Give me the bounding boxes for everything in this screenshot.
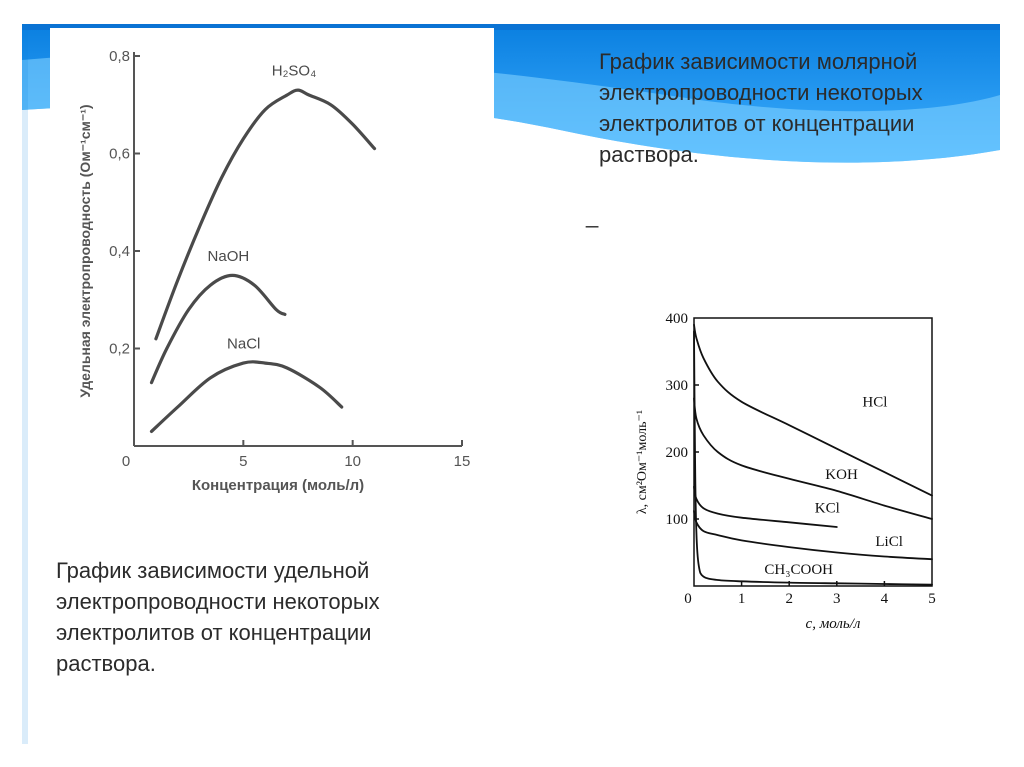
x-axis-label: c, моль/л	[805, 616, 861, 632]
y-tick-label: 300	[665, 378, 688, 394]
series-label: CH₃COOH	[764, 561, 834, 578]
series-label: HCl	[862, 394, 888, 411]
x-tick-label: 15	[453, 453, 471, 470]
y-axis-label: Удельная электропроводность (Ом⁻¹см⁻¹)	[77, 104, 93, 398]
y-tick-label: 0,2	[109, 340, 130, 358]
series-line	[694, 325, 932, 496]
y-axis-label: λ, см²Ом⁻¹моль⁻¹	[635, 409, 650, 515]
chart-molar-conductivity	[620, 290, 950, 650]
x-tick-label: 5	[239, 453, 248, 470]
x-tick-label: 5	[928, 591, 936, 607]
x-axis-label: Концентрация (моль/л)	[191, 477, 365, 494]
stray-mark: _	[586, 203, 599, 228]
x-tick-label: 2	[785, 591, 793, 607]
x-tick-label: 3	[833, 591, 841, 607]
chart-title-molar: График зависимости молярной электропроводности некоторых электролитов от концентрации раствора.	[599, 49, 923, 167]
x-tick-label: 1	[737, 591, 746, 607]
series-line	[152, 275, 285, 382]
chart-title-specific: График зависимости удельной электропроводности некоторых электролитов от концентрации раствора.	[56, 558, 380, 676]
series-label: H₂SO₄	[271, 62, 317, 80]
x-tick-label: 10	[344, 453, 362, 470]
series-label: NaCl	[227, 335, 261, 353]
chart2-svg	[620, 290, 950, 650]
chart1-svg	[50, 28, 494, 508]
series-label: KOH	[825, 466, 858, 483]
y-tick-label: 0,4	[109, 243, 130, 260]
y-tick-label: 400	[665, 311, 688, 327]
y-tick-label: 200	[665, 445, 688, 461]
y-tick-label: 0,8	[109, 48, 130, 65]
chart-specific-conductivity	[50, 28, 494, 508]
series-label: KCl	[814, 500, 840, 517]
series-line	[156, 90, 375, 339]
y-tick-label: 100	[665, 512, 688, 528]
series-line	[152, 362, 342, 432]
series-label: NaOH	[207, 247, 250, 265]
series-line	[694, 398, 932, 519]
x-tick-label: 0	[121, 453, 131, 470]
series-label: LiCl	[875, 533, 903, 550]
x-tick-label: 0	[684, 591, 692, 607]
y-tick-label: 0,6	[109, 145, 130, 163]
x-tick-label: 4	[880, 591, 889, 607]
